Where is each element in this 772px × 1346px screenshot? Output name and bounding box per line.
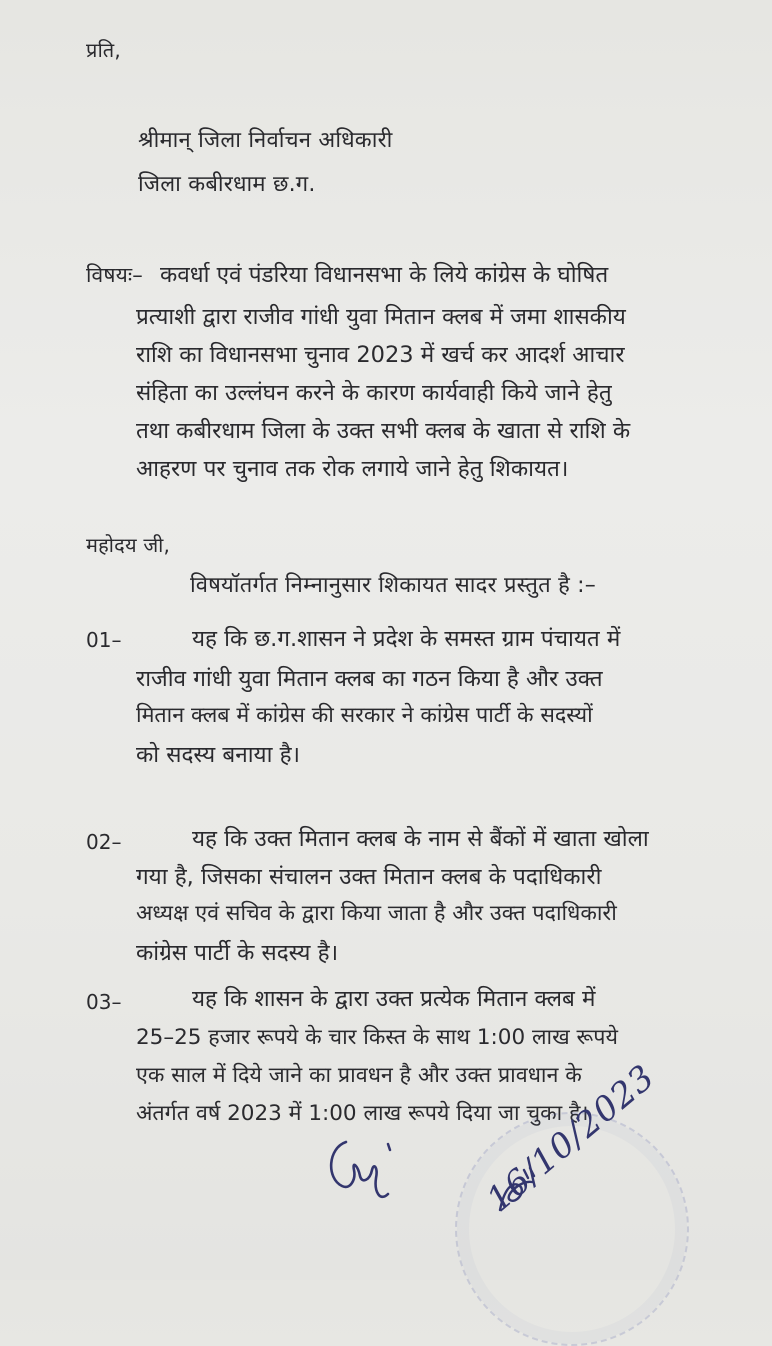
intro-line: विषयॉतर्गत निम्नानुसार शिकायत सादर प्रस्तुत है :– (190, 573, 596, 598)
point2-line-4: कांग्रेस पार्टी के सदस्य है। (136, 940, 339, 966)
subject-line-4: संहिता का उल्लंघन करने के कारण कार्यवाही किये जाने हेतु (136, 380, 612, 406)
point-number-3: 03– (86, 990, 122, 1014)
greeting: महोदय जी, (86, 533, 171, 557)
stamp-date: 16/10/2023 (479, 1056, 663, 1220)
point3-line-4: अंतर्गत वर्ष 2023 में 1:00 लाख रूपये दिया जा चुका है। (136, 1101, 589, 1126)
addressee-line1: श्रीमान् जिला निर्वाचन अधिकारी (138, 128, 393, 153)
signature-mark (318, 1130, 408, 1220)
subject-line-5: तथा कबीरधाम जिला के उक्त सभी क्लब के खाता से राशि के (136, 418, 631, 444)
point3-line-2: 25–25 हजार रूपये के चार किस्त के साथ 1:00 लाख रूपये (136, 1025, 618, 1050)
point2-line-3: अध्यक्ष एवं सचिव के द्वारा किया जाता है और उक्त पदाधिकारी (136, 901, 617, 926)
subject-line-2: प्रत्याशी द्वारा राजीव गांधी युवा मितान क्लब में जमा शासकीय (136, 304, 626, 330)
subject-line-3: राशि का विधानसभा चुनाव 2023 में खर्च कर आदर्श आचार (136, 342, 625, 368)
subject-line-1 (160, 258, 720, 289)
point3-line-1: यह कि शासन के द्वारा उक्त प्रत्येक मितान क्लब में (192, 986, 596, 1012)
addressee-line2: जिला कबीरधाम छ.ग. (138, 172, 316, 197)
subject-line-6: आहरण पर चुनाव तक रोक लगाये जाने हेतु शिकायत। (136, 456, 569, 482)
point1-line-3: मितान क्लब में कांग्रेस की सरकार ने कांग्रेस पार्टी के सदस्यों (136, 703, 593, 728)
salutation-to: प्रति, (86, 38, 121, 62)
point-number-1: 01– (86, 628, 122, 652)
subject-text-1: कवर्धा एवं पंडरिया विधानसभा के लिये कांग्रेस के घोषित (160, 262, 609, 288)
point-number-2: 02– (86, 830, 122, 854)
point1-line-1: यह कि छ.ग.शासन ने प्रदेश के समस्त ग्राम पंचायत में (192, 626, 621, 652)
point1-line-2: राजीव गांधी युवा मितान क्लब का गठन किया है और उक्त (136, 666, 603, 692)
point2-line-2: गया है, जिसका संचालन उक्त मितान क्लब के पदाधिकारी (136, 864, 602, 890)
point2-line-1: यह कि उक्त मितान क्लब के नाम से बैंकों में खाता खोला (192, 826, 649, 852)
point3-line-3: एक साल में दिये जाने का प्रावधन है और उक्त प्रावधान के (136, 1063, 582, 1088)
subject-label: विषयः– (86, 263, 143, 287)
point1-line-4: को सदस्य बनाया है। (136, 742, 301, 768)
